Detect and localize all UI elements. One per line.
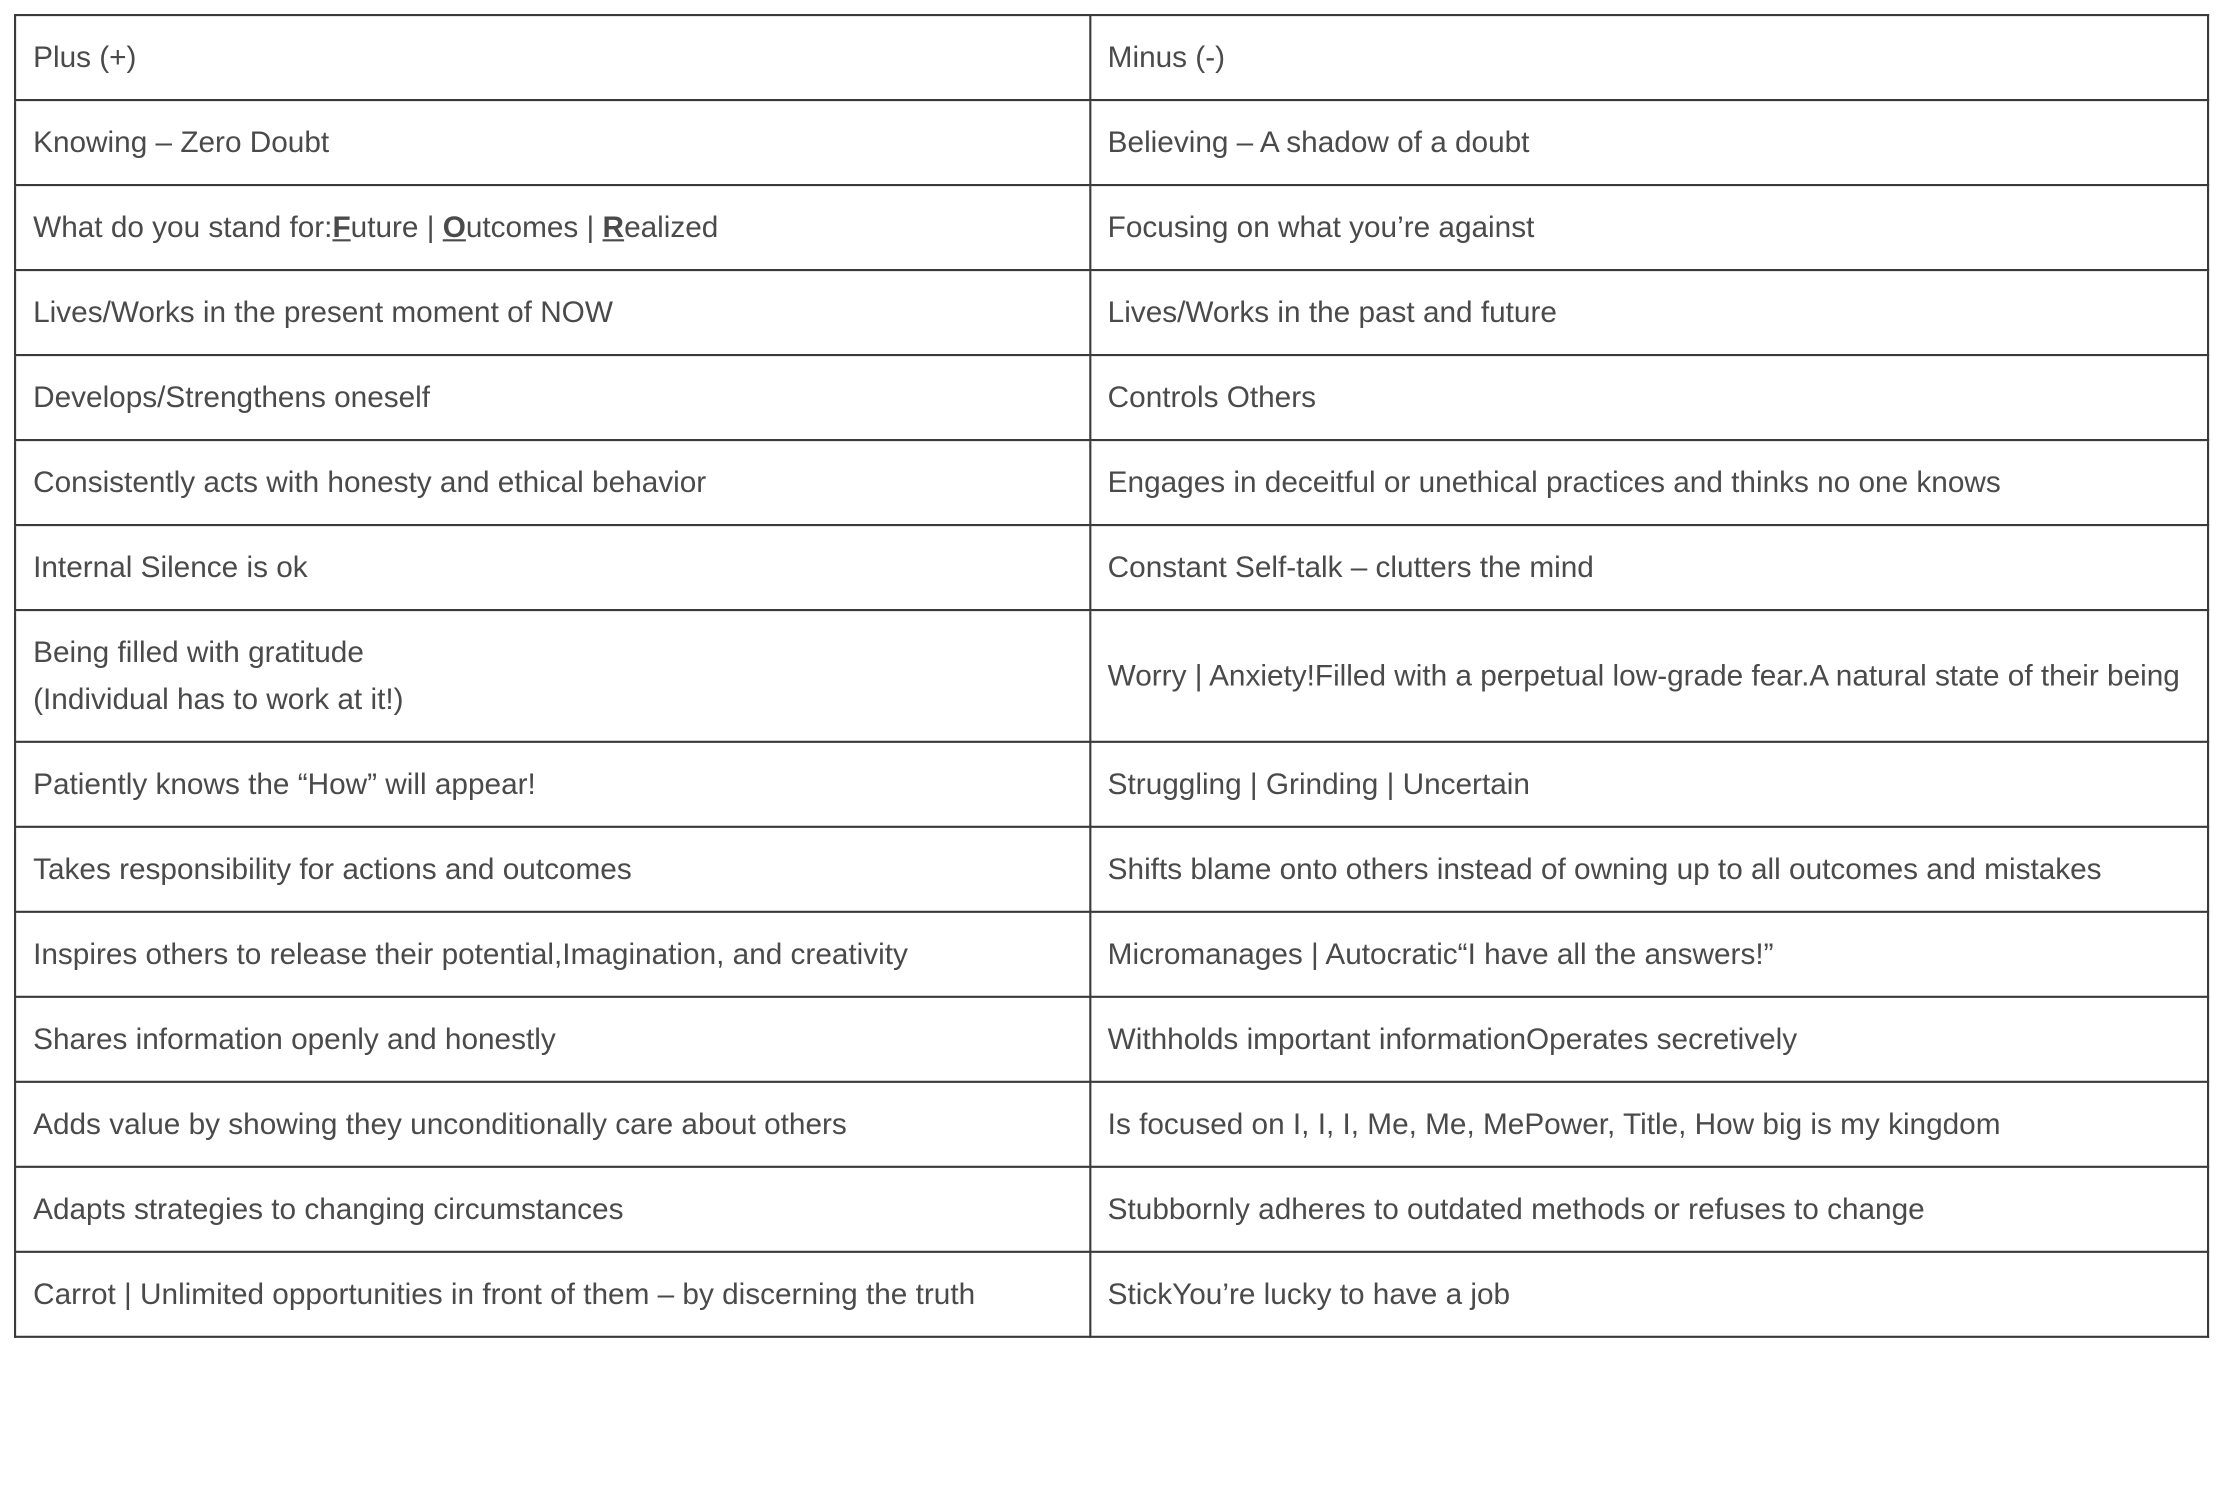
plus-cell: Lives/Works in the present moment of NOW bbox=[15, 270, 1090, 355]
table-row bbox=[15, 1252, 2208, 1337]
plus-cell: Inspires others to release their potential,Imagination, and creativity bbox=[15, 912, 1090, 997]
minus-cell: Withholds important informationOperates secretively bbox=[1090, 997, 2208, 1082]
table-row bbox=[15, 1167, 2208, 1252]
minus-cell: Lives/Works in the past and future bbox=[1090, 270, 2208, 355]
table-row bbox=[15, 827, 2208, 912]
plus-minus-comparison-table bbox=[14, 14, 2209, 1338]
plus-line-2: (Individual has to work at it!) bbox=[33, 681, 404, 716]
table-row bbox=[15, 440, 2208, 525]
comparison-table-container bbox=[14, 14, 2210, 1311]
plus-cell: Adapts strategies to changing circumstances bbox=[15, 1167, 1090, 1252]
plus-cell: Takes responsibility for actions and outcomes bbox=[15, 827, 1090, 912]
plus-cell: Internal Silence is ok bbox=[15, 525, 1090, 610]
plus-cell: Carrot | Unlimited opportunities in front of them – by discerning the truth bbox=[15, 1252, 1090, 1337]
outcomes-rest: utcomes | bbox=[465, 209, 603, 244]
table-row bbox=[15, 185, 2208, 270]
minus-cell: Stubbornly adheres to outdated methods or refuses to change bbox=[1090, 1167, 2208, 1252]
minus-cell: Struggling | Grinding | Uncertain bbox=[1090, 742, 2208, 827]
realized-rest: ealized bbox=[624, 209, 719, 244]
table-row bbox=[15, 610, 2208, 742]
realized-initial: R bbox=[602, 209, 625, 244]
minus-cell: Shifts blame onto others instead of owning up to all outcomes and mistakes bbox=[1090, 827, 2208, 912]
future-rest: uture | bbox=[350, 209, 443, 244]
plus-cell: Patiently knows the “How” will appear! bbox=[15, 742, 1090, 827]
minus-cell: Worry | Anxiety!Filled with a perpetual low-grade fear.A natural state of their being bbox=[1090, 610, 2208, 742]
table-row bbox=[15, 270, 2208, 355]
plus-cell: Consistently acts with honesty and ethical behavior bbox=[15, 440, 1090, 525]
minus-cell: Micromanages | Autocratic“I have all the answers!” bbox=[1090, 912, 2208, 997]
table-row bbox=[15, 355, 2208, 440]
plus-cell bbox=[15, 610, 1090, 742]
table-row bbox=[15, 742, 2208, 827]
minus-cell: Believing – A shadow of a doubt bbox=[1090, 100, 2208, 185]
table-row bbox=[15, 100, 2208, 185]
header-minus: Minus (-) bbox=[1090, 15, 2208, 100]
minus-cell: Constant Self-talk – clutters the mind bbox=[1090, 525, 2208, 610]
table-row bbox=[15, 997, 2208, 1082]
table-row bbox=[15, 1082, 2208, 1167]
plus-line-1: Being filled with gratitude bbox=[33, 634, 364, 669]
table-header-row bbox=[15, 15, 2208, 100]
minus-cell: Is focused on I, I, I, Me, Me, MePower, Title, How big is my kingdom bbox=[1090, 1082, 2208, 1167]
plus-cell: Shares information openly and honestly bbox=[15, 997, 1090, 1082]
minus-cell: StickYou’re lucky to have a job bbox=[1090, 1252, 2208, 1337]
future-initial: F bbox=[332, 209, 351, 244]
plus-cell: Adds value by showing they unconditionally care about others bbox=[15, 1082, 1090, 1167]
table-row bbox=[15, 912, 2208, 997]
stand-for-prefix: What do you stand for: bbox=[33, 209, 333, 244]
minus-cell: Controls Others bbox=[1090, 355, 2208, 440]
plus-cell: Knowing – Zero Doubt bbox=[15, 100, 1090, 185]
minus-cell: Focusing on what you’re against bbox=[1090, 185, 2208, 270]
minus-cell: Engages in deceitful or unethical practices and thinks no one knows bbox=[1090, 440, 2208, 525]
table-row bbox=[15, 525, 2208, 610]
header-plus: Plus (+) bbox=[15, 15, 1090, 100]
plus-cell bbox=[15, 185, 1090, 270]
plus-cell: Develops/Strengthens oneself bbox=[15, 355, 1090, 440]
outcomes-initial: O bbox=[442, 209, 466, 244]
